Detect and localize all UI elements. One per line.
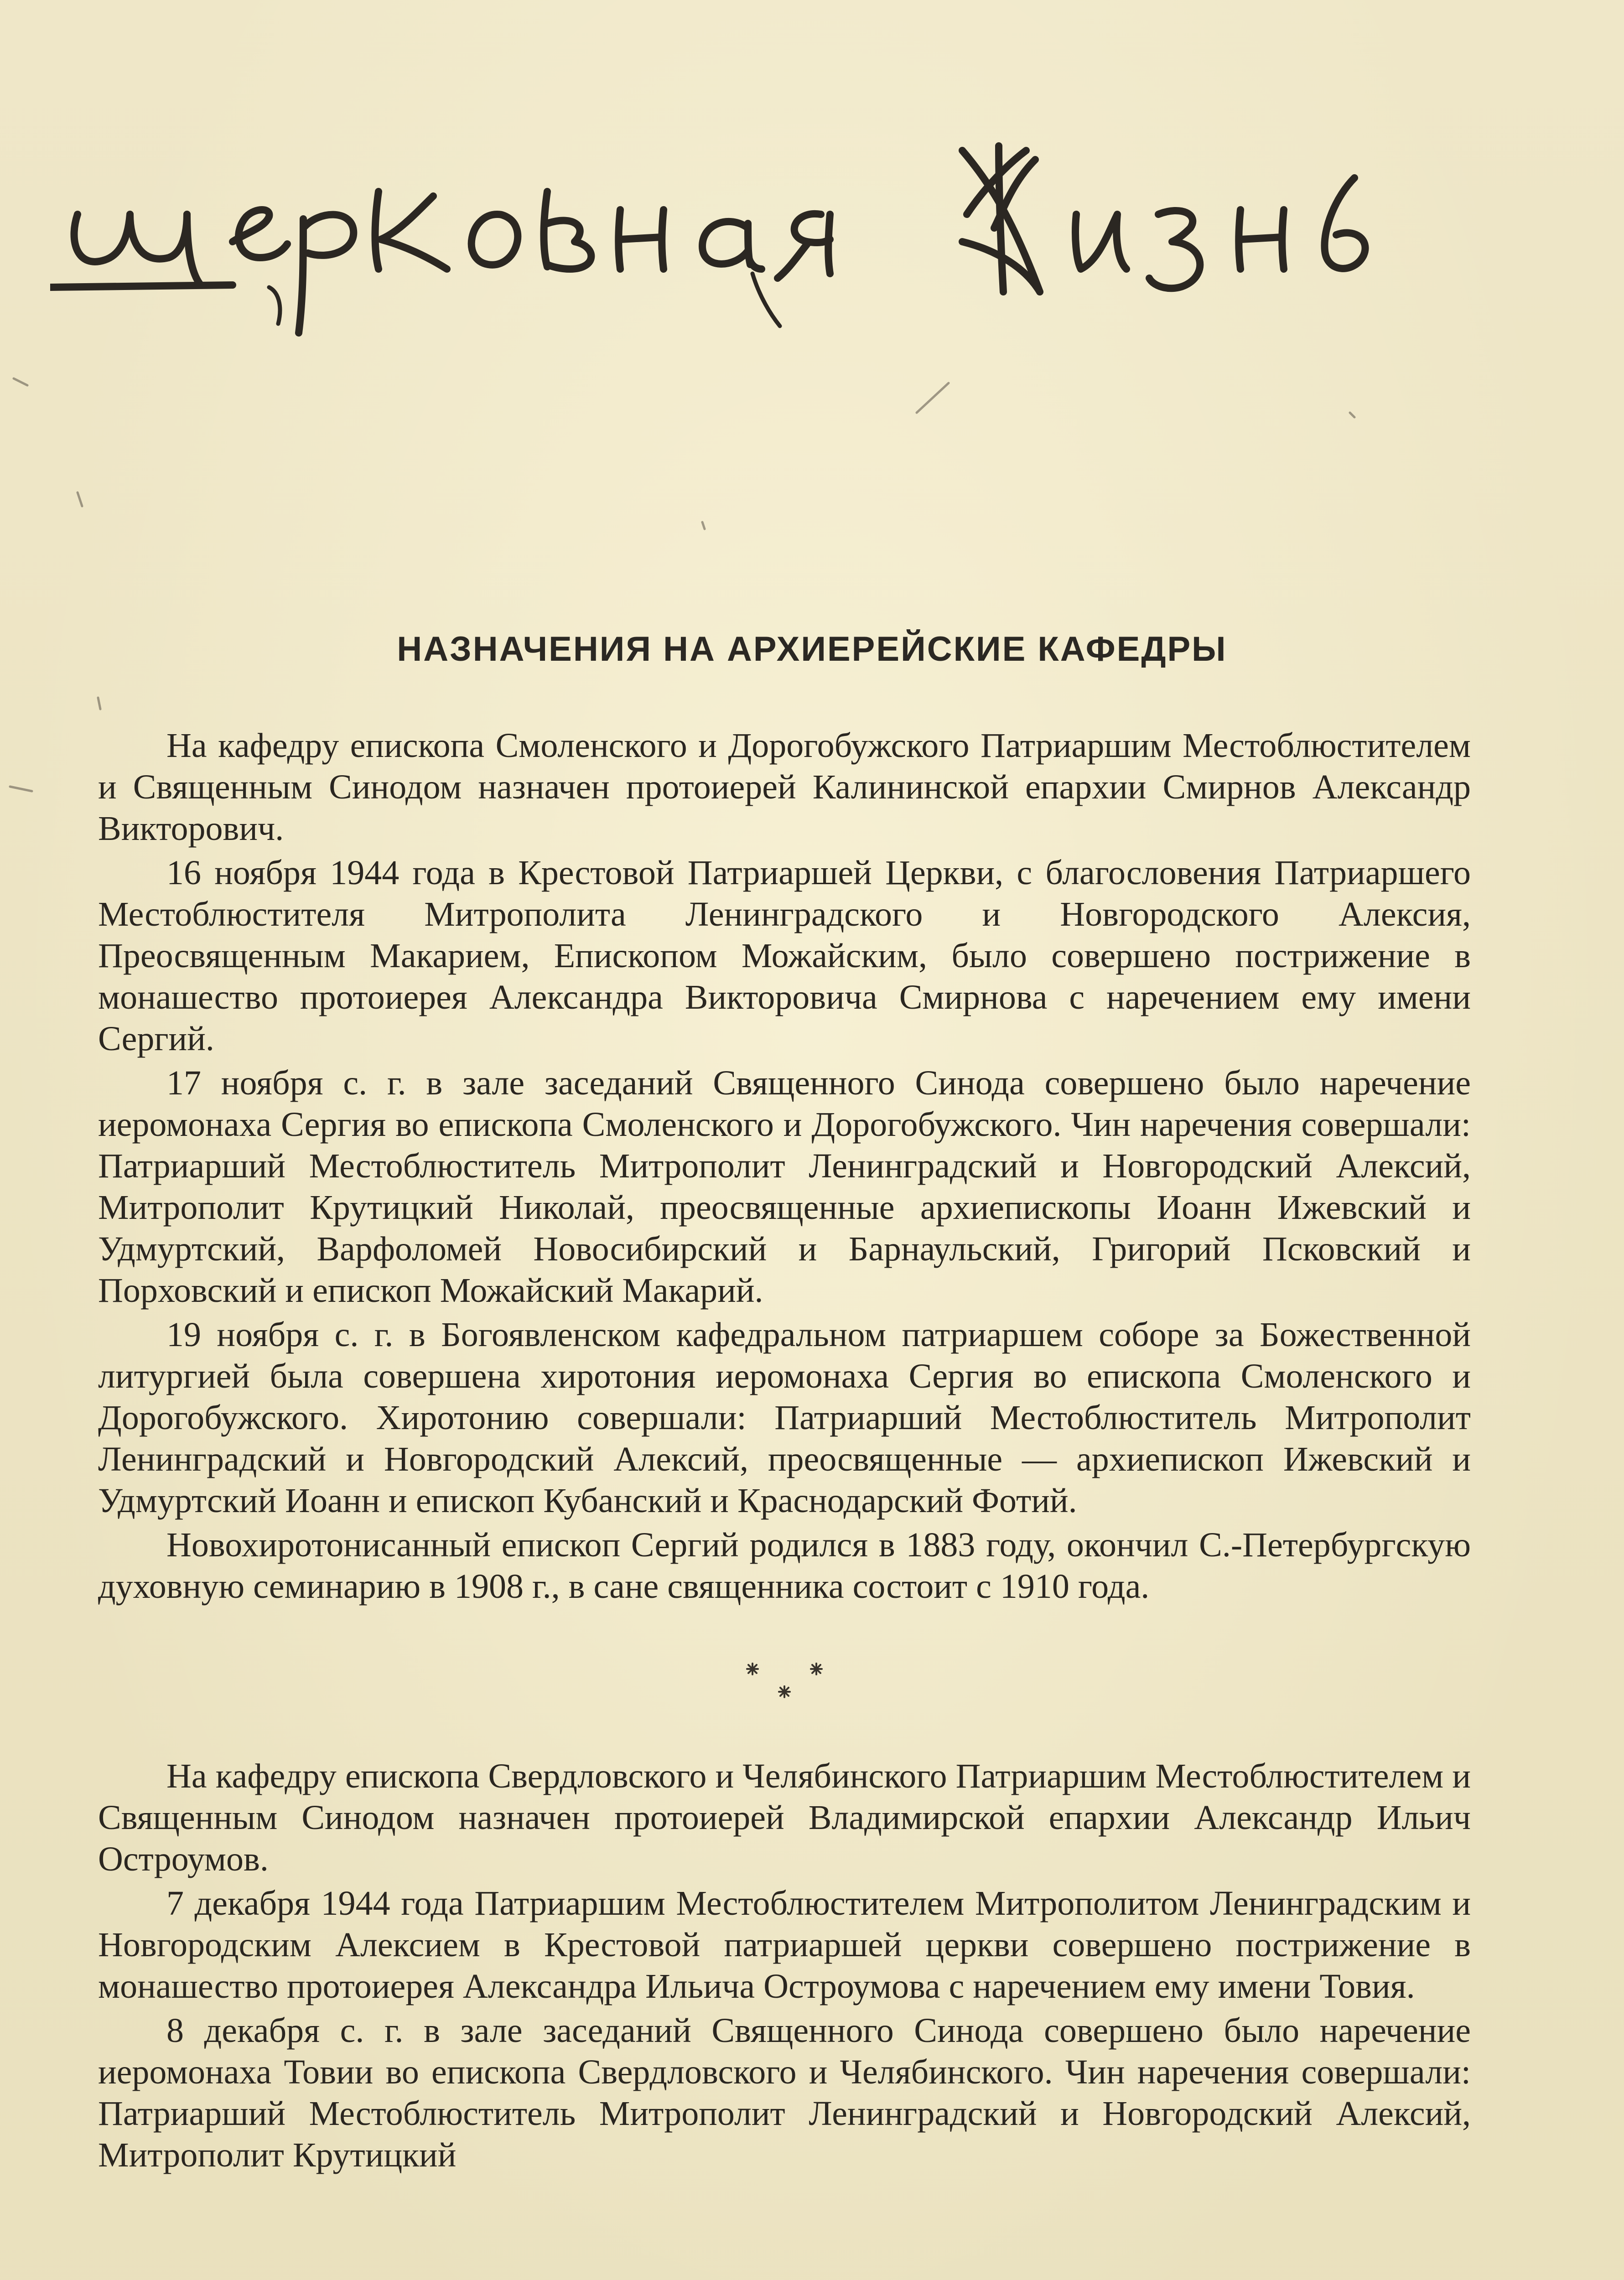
paragraph: 19 ноября с. г. в Богоявленском кафедральном патриаршем соборе за Божественной литургией была совершена хиротония иеромонаха Сергия во епископа Смоленского и Дорогобужского. Хиротонию совершали: Патриарший Местоблюститель Митрополит Ленинградский и Новгородский Алексий, преосвященные — архиепископ Ижевский и Удмуртский Иоанн и епископ Кубанский и Краснодарский Фотий. [98, 1316, 1471, 1520]
section-title: НАЗНАЧЕНИЯ НА АРХИЕРЕЙСКИЕ КАФЕДРЫ [397, 630, 1227, 668]
paragraph: 7 декабря 1944 года Патриаршим Местоблюстителем Митрополитом Ленинградским и Новгородским Алексием в Крестовой патриаршей церкви совершено пострижение в монашество протоиерея Александра Ильича Остроумова с наречением ему имени Товия. [98, 1884, 1471, 2005]
paragraph: На кафедру епископа Смоленского и Дорогобужского Патриаршим Местоблюстителем и Священным Синодом назначен протоиерей Калининской епархии Смирнов Александр Викторович. [98, 726, 1471, 848]
paragraph: 17 ноября с. г. в зале заседаний Священного Синода совершено было наречение иеромонаха Сергия во епископа Смоленского и Дорогобужского. Чин наречения совершали: Патриарший Местоблюститель Митрополит Ленинградский и Новгородский Алексий, Митрополит Крутицкий Николай, преосвященные архиепископы Иоанн Ижевский и Удмуртский, Варфоломей Новосибирский и Барнаульский, Григорий Псковский и Порховский и епископ Можайский Макарий. [98, 1064, 1471, 1310]
paragraph: На кафедру епископа Свердловского и Челябинского Патриаршим Местоблюстителем и Священным Синодом назначен протоиерей Владимирской епархии Александр Ильич Остроумов. [98, 1757, 1471, 1878]
handwritten-heading [50, 78, 1487, 351]
asterism-icon [734, 1655, 835, 1705]
article-body [98, 725, 1471, 2176]
paragraph: Новохиротонисанный епископ Сергий родился в 1883 году, окончил С.-Петербургскую духовную семинарию в 1908 г., в сане священника состоит с 1910 года. [98, 1526, 1471, 1606]
paragraph: 16 ноября 1944 года в Крестовой Патриаршей Церкви, с благословения Патриаршего Местоблюстителя Митрополита Ленинградского и Новгородского Алексия, Преосвященным Макарием, Епископом Можайским, было совершено пострижение в монашество протоиерея Александра Викторовича Смирнова с наречением ему имени Сергий. [98, 854, 1471, 1058]
asterism-separator [98, 1655, 1471, 1705]
paragraph: 8 декабря с. г. в зале заседаний Священного Синода совершено было наречение иеромонаха Товии во епископа Свердловского и Челябинского. Чин наречения совершали: Патриарший Местоблюститель Митрополит Ленинградский и Новгородский Алексий, Митрополит Крутицкий [98, 2011, 1471, 2174]
